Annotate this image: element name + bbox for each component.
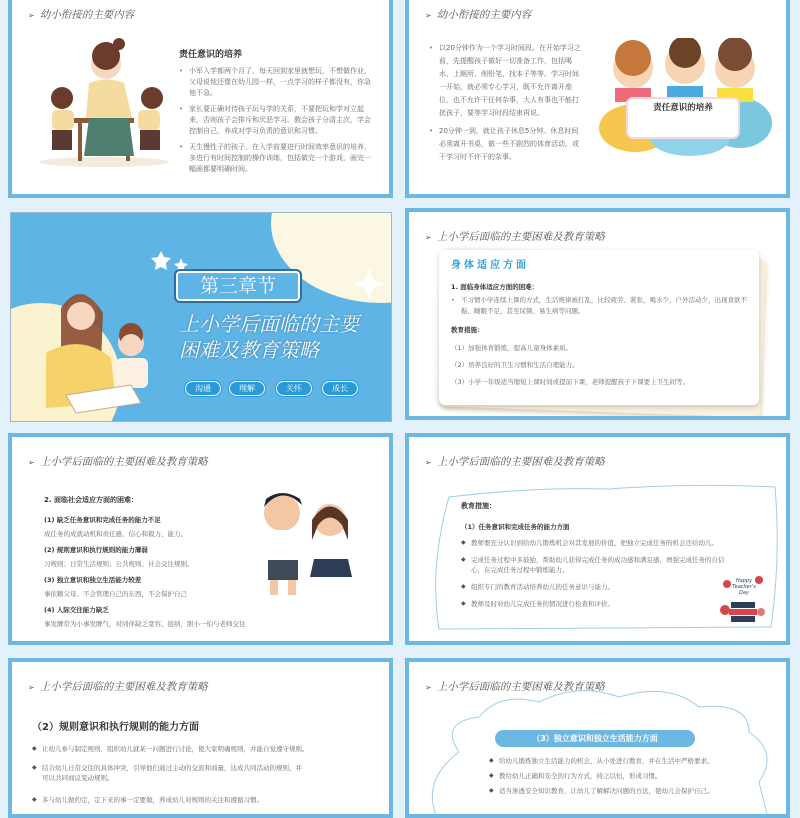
measure-item: （1）加强体育锻炼，提高儿童身体素质。 <box>451 344 573 352</box>
students-illustration <box>252 485 362 600</box>
bullet-item: ◆ 结合幼儿日常交往的具体冲突，引导他们通过主动的交流和商量，达成共同活动的规则，并可以共同商议变动规则。 <box>32 763 302 783</box>
bullet-list <box>489 756 714 801</box>
slide-4[interactable] <box>405 208 790 420</box>
card-title: 身体适应方面 <box>451 260 529 271</box>
item-desc: 习规则；日常生活规则；公共规则；社会交往规则。 <box>44 560 194 568</box>
slide-1[interactable] <box>8 0 393 198</box>
bullet-item: ◆ 完成任务过程中多鼓励，帮助幼儿获得完成任务的成功感和满足感，增强完成任务的自信心，在完成任务过程中锻炼能力。 <box>461 555 726 575</box>
section-subtitle: （1）任务意识和完成任务的能力方面 <box>461 523 570 531</box>
difficulty-list <box>44 513 246 631</box>
item-heading: (3) 独立意识和独立生活能力较差 <box>44 576 142 584</box>
title-line: 困难及教育策略 <box>179 338 319 362</box>
title-line: 上小学后面临的主要 <box>179 312 359 336</box>
bullet-item: • 以20分钟作为一个学习时间段。在开始学习之前，先提醒孩子做好一切准备工作，包括喝水、上厕所、削铅笔、找本子等等。学习时间一开始，就必须专心学习，既不允许离开座位，也不允许干任何杂事，大人有事也不能打扰孩子，要等学习时段结束再说。 <box>429 42 581 120</box>
bullet-item: ◆ 教师及时对幼儿完成任务的情况进行检查和评价。 <box>461 599 751 609</box>
bullet-item: • 小军入学都两个月了，每天回到家里就想玩，不想做作业，父母说他还像在幼儿园一样，一点学习的样子都没有，你急他不急。 <box>179 66 374 99</box>
slide-2[interactable] <box>405 0 790 198</box>
item-desc: 事依赖父母、不会管理自己的东西，不会保护自己 <box>44 590 187 598</box>
bullet-list <box>32 744 362 810</box>
chapter-title <box>179 311 359 363</box>
bullet-item: • 天生慢性子的孩子，在入学前要进行时间效率意识的培养，多进行有时间控制的操作训练，包括做完一个游戏，画完一幅画都要明确时间。 <box>179 142 374 175</box>
slide-header: ➢ 幼小衔接的主要内容 <box>425 9 532 21</box>
section-title: 2. 面临社会适应方面的困难： <box>44 496 138 504</box>
bullet-item: • 20分钟一到，就让孩子休息5分钟。休息时间必须离开书桌，做一些不剧烈的体育活动，或干学习时不许干的杂事。 <box>429 125 581 164</box>
slide-header: ➢ 上小学后面临的主要困难及教育策略 <box>425 231 605 243</box>
bullet-item: ◆ 给幼儿锻炼独立生活能力的机会，从小处进行教育，并在生活中严格要求。 <box>489 756 714 766</box>
teacher-children-illustration <box>34 38 174 168</box>
slide-title: 责任意识的培养 <box>179 50 243 60</box>
section-title-pill: （3）独立意识和独立生活能力方面 <box>495 730 695 747</box>
section-title: 教育措施： <box>461 502 496 510</box>
slide-header: ➢ 上小学后面临的主要困难及教育策略 <box>425 456 605 468</box>
item-desc: 事发脾常为小事发脾气，对同伴缺乏宽容、接纳，胆小一怕与老师交往 <box>44 620 246 628</box>
item-heading: (2) 规则意识和执行规则的能力薄弱 <box>44 546 148 554</box>
bullet-item: • 不习惯小学连续上课的方式，生活规律被打乱，比较疲劳、紧张，喝水少，户外活动少，出现食欲不振、睡眠不足，甚至尿频、易生病等问题。 <box>451 295 751 317</box>
measure-item: （2）培养良好的卫生习惯和生活自理能力。 <box>451 361 579 369</box>
section-title: （2）规则意识和执行规则的能力方面 <box>32 722 199 733</box>
bullet-item: ◆ 教给幼儿正确和安全的行为方式，持之以恒，形成习惯。 <box>489 771 714 781</box>
slide-3-chapter[interactable] <box>10 212 392 422</box>
content-card <box>439 250 759 405</box>
tag-pill: 关怀 <box>276 381 312 396</box>
bullet-item: • 家长要正确对待孩子玩与学的关系，不要把玩和学对立起来，否则孩子会排斥和厌恶学习。教会孩子分清主次，学会控制自己，养成对学习负责的意识和习惯。 <box>179 104 374 137</box>
badge-text: Happy Teacher's Day <box>732 578 756 596</box>
slide-8[interactable] <box>405 658 790 818</box>
kids-cloud-illustration <box>595 38 775 158</box>
bullet-item: ◆ 适当渗透安全知识教育，让幼儿了解解决问题的方法，使幼儿会保护自己。 <box>489 786 714 796</box>
sign-label: 责任意识的培养 <box>653 103 713 113</box>
subheading: 教育措施： <box>451 326 484 334</box>
chapter-badge: 第三章节 <box>174 269 302 303</box>
bullet-list <box>461 538 751 614</box>
slide-7[interactable] <box>8 658 393 818</box>
slide-6[interactable] <box>405 433 790 645</box>
slide-header: ➢ 上小学后面临的主要困难及教育策略 <box>28 456 208 468</box>
bullet-item: ◆ 多与幼儿做约定，定下来的事一定要做，养成幼儿对规则的关注和遵循习惯。 <box>32 795 362 805</box>
tag-pill: 沟通 <box>185 381 221 396</box>
tag-pill: 成长 <box>322 381 358 396</box>
subheading: 1. 面临身体适应方面的困难： <box>451 283 539 291</box>
item-heading: (4) 人际交往能力缺乏 <box>44 606 109 614</box>
slide-5[interactable] <box>8 433 393 645</box>
bullet-list <box>429 42 581 169</box>
slide-header: ➢ 幼小衔接的主要内容 <box>28 9 135 21</box>
bullet-item: ◆ 让幼儿参与制定规则，组织幼儿就某一问题进行讨论，使大家明确规则，并能自觉遵守规则。 <box>32 744 362 754</box>
item-heading: (1) 缺乏任务意识和完成任务的能力不足 <box>44 516 161 524</box>
measure-item: （3）小学一年级适当缩短上课时间或提前下课，老师提醒孩子下课要上卫生间等。 <box>451 378 690 386</box>
slide-header: ➢ 上小学后面临的主要困难及教育策略 <box>28 681 208 693</box>
bullet-item: ◆ 教师要充分认识到给幼儿锻炼机会对其发展的价值，把独立完成任务的机会还给幼儿。 <box>461 538 751 548</box>
slide-header: ➢ 上小学后面临的主要困难及教育策略 <box>425 681 605 693</box>
item-desc: 成任务的成就动机和责任感、信心和毅力、能力。 <box>44 530 187 538</box>
bullet-list <box>179 66 374 180</box>
bullet-item: ◆ 组织专门的教育活动培养幼儿的任务意识与能力。 <box>461 582 751 592</box>
tag-pill: 理解 <box>229 381 265 396</box>
bullet-list <box>451 295 751 322</box>
teachers-day-badge <box>719 572 767 628</box>
